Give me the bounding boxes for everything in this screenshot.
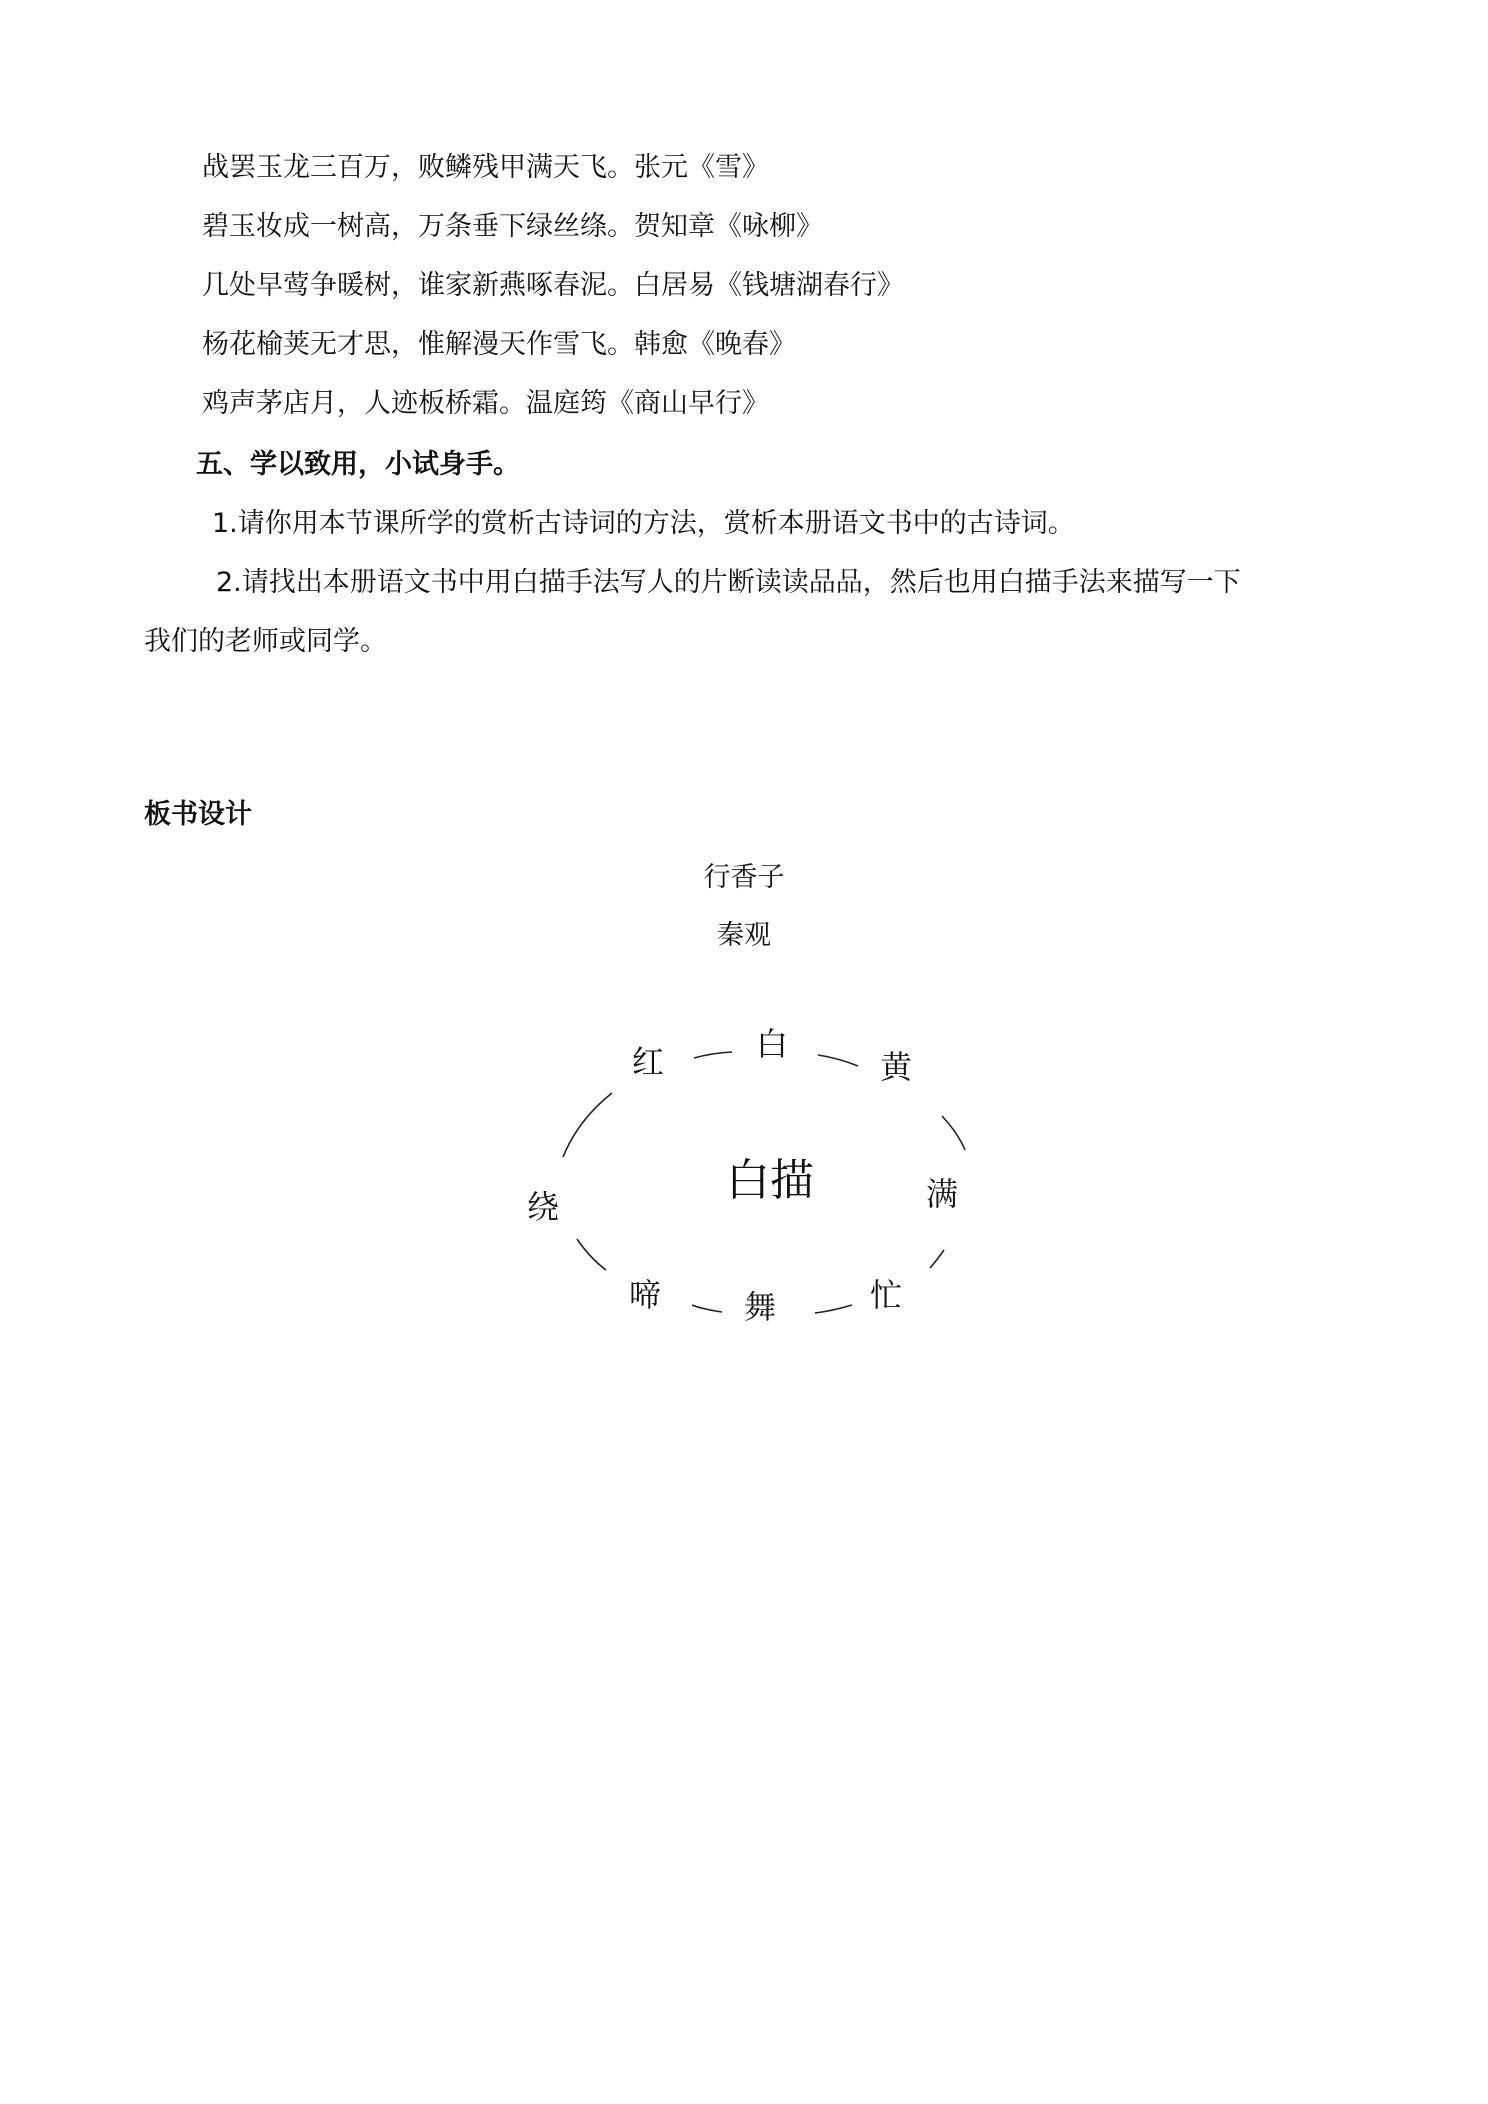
diagram-node-wu: 舞 [743,1288,777,1326]
board-design-heading: 板书设计 [144,799,252,830]
poem-line-1: 战罢玉龙三百万，败鳞残甲满天飞。张元《雪》 [202,152,769,183]
board-poem-title: 行香子 [703,862,785,893]
diagram-node-huang: 黄 [879,1048,913,1086]
diagram-connector-hong-bai [694,1052,732,1058]
poem-line-5: 鸡声茅店月，人迹板桥霜。温庭筠《商山早行》 [202,388,769,419]
diagram-connector-mang-wu [815,1305,852,1313]
section-5-item-2: 2.请找出本册语文书中用白描手法写人的片断读读品品，然后也用白描手法来描写一下 [216,567,1241,598]
diagram-connector-ti-rao [577,1239,606,1270]
diagram-node-bai: 白 [755,1025,789,1063]
diagram-connector-wu-ti [692,1305,722,1312]
diagram-node-rao: 绕 [526,1188,560,1226]
section-5-item-1: 1.请你用本节课所学的赏析古诗词的方法，赏析本册语文书中的古诗词。 [212,508,1075,539]
diagram-node-hong: 红 [631,1043,665,1081]
poem-line-2: 碧玉妆成一树高，万条垂下绿丝绦。贺知章《咏柳》 [202,211,823,242]
board-poem-author: 秦观 [717,920,771,951]
section-5-heading: 五、学以致用，小试身手。 [196,449,520,480]
diagram-node-man: 满 [925,1175,959,1213]
poem-line-3: 几处早莺争暖树，谁家新燕啄春泥。白居易《钱塘湖春行》 [202,270,904,301]
diagram-center-label: 白描 [726,1155,814,1206]
diagram-node-mang: 忙 [869,1276,903,1314]
section-5-item-2-continued: 我们的老师或同学。 [144,626,387,657]
diagram-connector-rao-hong [563,1093,612,1157]
diagram-connector-man-mang [930,1250,944,1268]
diagram-node-ti: 啼 [628,1276,662,1314]
diagram-connector-bai-huang [818,1055,858,1066]
poem-line-4: 杨花榆荚无才思，惟解漫天作雪飞。韩愈《晚春》 [202,329,796,360]
diagram-connector-huang-man [942,1116,965,1150]
